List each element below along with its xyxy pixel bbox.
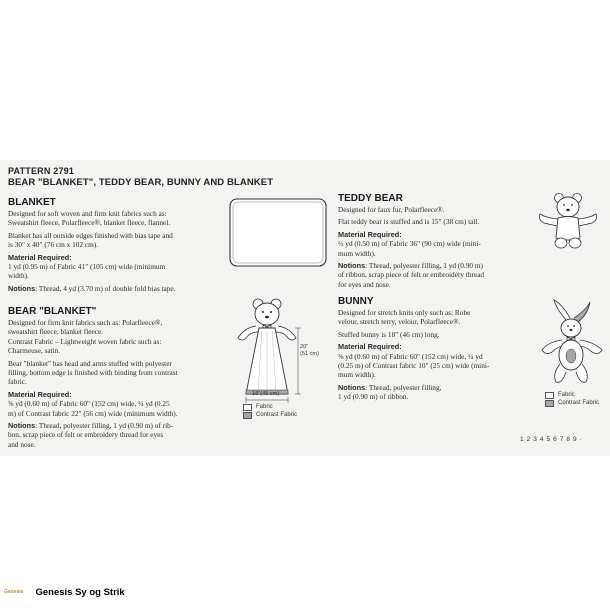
blanket-edges-line: is 30" x 40" (76 cm x 102 cm). <box>8 240 99 250</box>
contrast-swatch <box>545 400 554 407</box>
blanket-material-line: width). <box>8 271 29 281</box>
blanket-desc-line: Designed for soft woven and firm knit fabrics such as: <box>8 209 167 218</box>
teddy-heading: TEDDY BEAR <box>338 193 403 204</box>
bear-blanket-desc-line: sweatshirt fleece, blanket fleece. <box>8 327 104 337</box>
bunny-legend <box>545 391 599 407</box>
bear-blanket-text <box>8 318 223 449</box>
brand-name: Genesis Sy og Strik <box>35 586 125 598</box>
bear-blanket-desc-line: Contrast Fabric – Lightweight woven fabric such as: <box>8 336 162 346</box>
bear-blanket-material-label: Material Required: <box>8 389 72 399</box>
legend-contrast: Contrast Fabric <box>256 412 298 418</box>
bear-blanket-note-line: Bear "blanket" has head and arms stuffed with polyester <box>8 358 172 368</box>
bear-blanket-height-label <box>300 344 319 357</box>
fabric-swatch <box>243 404 252 411</box>
bunny-notions-text: : Thread, polyester filling, <box>365 382 442 392</box>
pattern-title: BEAR "BLANKET", TEDDY BEAR, BUNNY AND BLANKET <box>8 177 274 188</box>
bunny-illustration <box>540 300 606 385</box>
bunny-desc-line: velour, stretch terry, velour, Polarfleece®. <box>338 317 461 327</box>
teddy-material-label: Material Required: <box>338 229 402 239</box>
teddy-material-line: mum width). <box>338 248 376 258</box>
bear-blanket-width-label: 18"(45 cm) <box>252 391 280 397</box>
bear-blanket-desc-line: Designed for firm knit fabrics such as: Polarfleece®, <box>8 318 163 327</box>
bunny-desc-line: Designed for stretch knits only such as: Robe <box>338 308 471 317</box>
teddy-notions-line: of ribbon, scrap piece of felt or embroidery thread <box>338 270 485 280</box>
bear-blanket-note-line: filling, bottom edge is finished with binding from contrast <box>8 368 178 378</box>
bear-blanket-heading: BEAR "BLANKET" <box>8 306 97 317</box>
fabric-swatch <box>545 392 554 399</box>
contrast-swatch <box>243 412 252 419</box>
teddy-note: Flat teddy bear is stuffed and is 15" (38 cm) tall. <box>338 217 480 227</box>
height-inches: 20" <box>300 344 309 350</box>
bear-blanket-notions-line: and nose. <box>8 439 36 449</box>
teddy-notions-line: for eyes and nose. <box>338 279 391 289</box>
teddy-illustration <box>536 192 602 252</box>
bunny-material-line: (0.25 m) of Contrast fabric 10" (25 cm) wide (mini- <box>338 361 490 371</box>
bear-blanket-legend <box>243 403 297 419</box>
bunny-text <box>338 308 538 402</box>
bear-blanket-material-line: ⅝ yd (0.60 m) of Fabric 60" (152 cm) wide, ¼ yd (0.25 <box>8 399 170 409</box>
bunny-notions-label: Notions <box>338 382 366 392</box>
blanket-heading: BLANKET <box>8 197 56 208</box>
blanket-material-label: Material Required: <box>8 252 72 262</box>
bear-blanket-notions-label: Notions <box>8 421 36 431</box>
teddy-text <box>338 205 528 289</box>
teddy-notions-label: Notions <box>338 261 366 271</box>
blanket-edges-line: Blanket has all outside edges finished with bias tape and <box>8 230 173 240</box>
blanket-material-line: 1 yd (0.95 m) of Fabric 41" (105 cm) wide (minimum <box>8 262 166 272</box>
bunny-note: Stuffed bunny is 18" (46 cm) long. <box>338 329 440 339</box>
legend-fabric: Fabric <box>256 404 273 410</box>
footer <box>4 585 125 599</box>
teddy-material-line: ½ yd (0.50 m) of Fabric 36" (90 cm) wide (mini- <box>338 239 481 249</box>
teddy-notions-text: : Thread, polyester filling, 1 yd (0.90 m) <box>365 261 483 271</box>
print-sequence: 1 2 3 4 5 6 7 8 9 · <box>520 436 583 443</box>
blanket-notions-text: : Thread, 4 yd (3.70 m) of double fold bias tape. <box>35 283 176 293</box>
blanket-text <box>8 209 223 293</box>
height-cm: (51 cm) <box>300 350 319 357</box>
pattern-number: PATTERN 2791 <box>8 166 75 176</box>
bear-blanket-notions-line: bon, scrap piece of felt or embroidery thread for eyes <box>8 430 164 440</box>
bunny-material-line: ⅝ yd (0.60 m) of Fabric 60" (152 cm) wide, ¼ yd <box>338 351 483 361</box>
bear-blanket-notions-text: : Thread, polyester filling, 1 yd (0.90 m) of rib- <box>35 421 174 431</box>
legend-fabric: Fabric <box>558 392 575 398</box>
brand-logo: Genesis <box>4 589 24 595</box>
legend-contrast: Contrast Fabric <box>558 400 600 406</box>
bunny-heading: BUNNY <box>338 296 374 307</box>
bear-blanket-desc-line: Charmeuse, satin. <box>8 346 61 356</box>
bear-blanket-note-line: fabric. <box>8 377 27 387</box>
blanket-illustration <box>228 197 328 268</box>
bunny-material-label: Material Required: <box>338 342 402 352</box>
blanket-notions-label: Notions <box>8 283 36 293</box>
bear-blanket-material-line: m) of Contrast fabric 22" (56 cm) wide (minimum width). <box>8 408 178 418</box>
bunny-material-line: mum width). <box>338 370 376 380</box>
blanket-desc-line: Sweatshirt fleece, Polarfleece®, blanket fleece, flannel. <box>8 218 171 228</box>
teddy-desc: Designed for faux fur, Polarfleece®. <box>338 205 445 214</box>
bunny-notions-line: 1 yd (0.90 m) of ribbon. <box>338 392 409 402</box>
